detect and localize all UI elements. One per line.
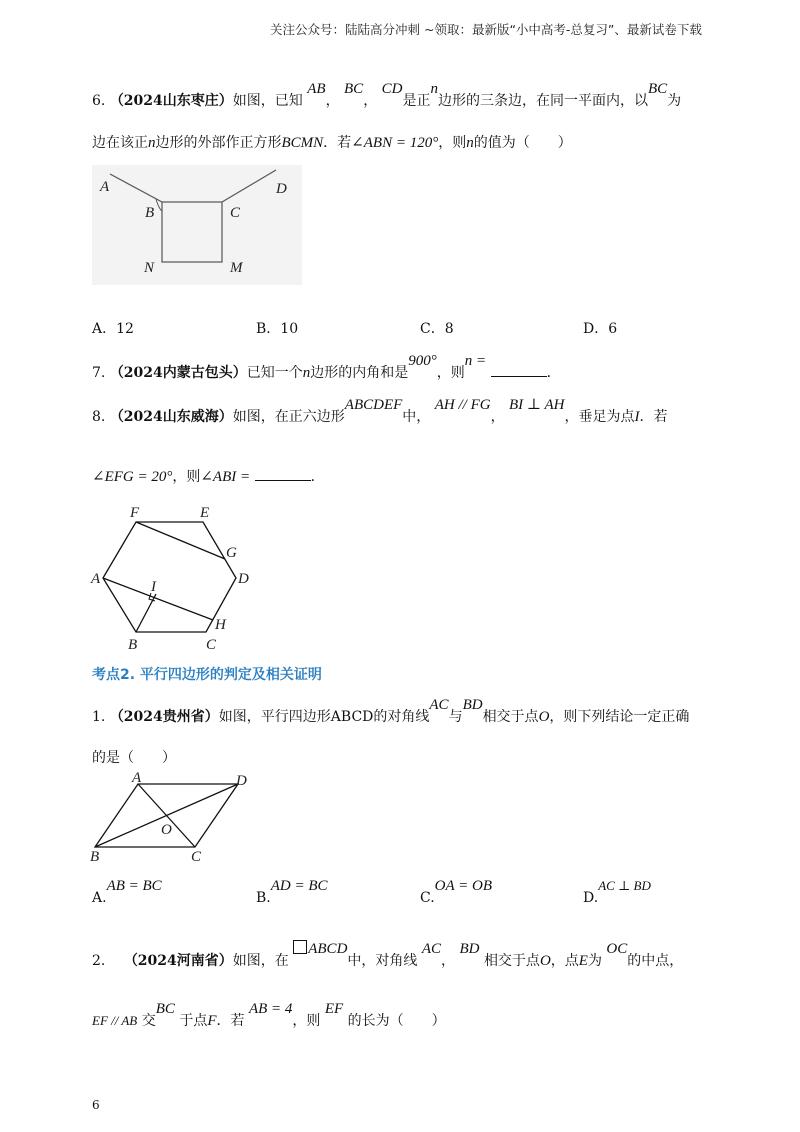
p2-math-ab4: AB = 4 — [248, 1001, 293, 1017]
q8-answer-blank[interactable] — [255, 466, 311, 481]
p1-label-o: O — [161, 822, 172, 838]
p1-choice-math: AD = BC — [270, 878, 328, 894]
q6-text: 边形的三条边，在同一平面内，以 — [437, 93, 648, 109]
q6-line1 — [92, 81, 682, 110]
q8-label-f: F — [130, 505, 140, 521]
p1-label-d: D — [236, 773, 247, 789]
p2-text: 中，对角线 — [347, 953, 418, 969]
section-heading: 考点2. 平行四边形的判定及相关证明 — [92, 667, 322, 683]
parallelogram-icon — [293, 940, 307, 954]
q8-math-i: I — [634, 409, 640, 425]
q6-choice-b[interactable]: B．10 — [256, 321, 299, 337]
page-header: 关注公众号：陆陆高分冲刺 ~领取：最新版“小中高考-总复习”、最新试卷下载 — [270, 22, 702, 37]
q8-label-c: C — [206, 637, 217, 652]
q6-line2 — [92, 134, 572, 152]
q6-label-b: B — [145, 205, 155, 221]
q6-text: ．若 — [323, 135, 352, 151]
page-number: 6 — [92, 1098, 100, 1112]
p2-source: （2024河南省） — [123, 953, 233, 969]
q8-text: ．若 — [639, 409, 668, 425]
p2-math-bc: BC — [155, 1001, 175, 1017]
q8-segment-bi — [136, 594, 156, 632]
p2-math-ef-parallel: EF // AB — [92, 1013, 138, 1028]
p1-choice-label: D. — [583, 890, 599, 906]
p1-text: 与 — [448, 709, 463, 725]
p2-line1 — [92, 941, 684, 970]
q6-choice-d[interactable]: D．6 — [583, 321, 618, 337]
p1-choice-label: A. — [92, 890, 107, 906]
q6-text: 是正 — [402, 93, 431, 109]
q6-text: ， — [325, 93, 340, 109]
p2-line2 — [92, 1001, 446, 1030]
q8-label-b: B — [128, 637, 138, 652]
q7-text: ，则 — [436, 365, 465, 381]
q8-line1 — [92, 397, 668, 426]
q6-source: （2024山东枣庄） — [109, 93, 233, 109]
q6-label-n: N — [144, 260, 155, 276]
q6-math-cd: CD — [381, 81, 403, 97]
q6-text: ，则 — [438, 135, 467, 151]
q7-text: 边形的内角和是 — [310, 365, 409, 381]
p1-line2: 的是（ ） — [92, 750, 176, 766]
q7-math-900: 900° — [408, 353, 437, 369]
q6-label-c: C — [230, 205, 241, 221]
p1-choice-d[interactable] — [583, 878, 651, 906]
q6-text: 边在该正 — [92, 135, 148, 151]
q8-segment-fg — [136, 522, 225, 559]
q8-figure — [88, 502, 258, 652]
p1-text: 相交于点 — [482, 709, 539, 725]
p1-choice-math: OA = OB — [434, 878, 493, 894]
p1-line1 — [92, 697, 690, 726]
p2-math-bd: BD — [459, 941, 480, 957]
q7-line — [92, 353, 561, 382]
q6-text: 边形的外部作正方形 — [155, 135, 282, 151]
q8-math-efg: ∠EFG = 20° — [92, 469, 173, 485]
p1-figure — [88, 772, 258, 864]
p2-text: 为 — [587, 953, 602, 969]
q8-math-parallel: AH // FG — [434, 397, 491, 413]
p2-text: ．若 — [216, 1013, 245, 1029]
q6-number: 6. — [92, 93, 106, 109]
q8-math-perp: BI ⊥ AH — [509, 397, 565, 413]
p2-math-f: F — [207, 1013, 217, 1029]
p2-text: 于点 — [179, 1013, 208, 1029]
p2-math-e: E — [578, 953, 588, 969]
q7-text: 已知一个 — [246, 365, 303, 381]
q8-label-e: E — [200, 505, 210, 521]
q6-math-bc: BC — [344, 81, 364, 97]
q7-number: 7. — [92, 365, 106, 381]
q6-math-angle: ∠ABN = 120° — [351, 135, 439, 151]
q6-text: 的值为（ ） — [473, 135, 572, 151]
q7-source: （2024内蒙古包头） — [109, 365, 247, 381]
q6-text: ， — [363, 93, 378, 109]
p2-math-oc: OC — [606, 941, 628, 957]
p1-label-a: A — [132, 772, 142, 786]
q6-label-m: M — [230, 260, 243, 276]
p1-label-c: C — [191, 849, 202, 864]
q6-text: 为 — [667, 93, 682, 109]
q6-math-n: n — [430, 81, 438, 97]
q6-math-square: BCMN — [281, 135, 324, 151]
p2-parallelogram-symbol — [293, 941, 347, 957]
q8-math-hexagon: ABCDEF — [344, 397, 403, 413]
q8-text: 中， — [402, 409, 431, 425]
q8-math-abi: ∠ABI = — [200, 469, 251, 485]
p2-text: ， — [441, 953, 456, 969]
q7-answer-blank[interactable] — [491, 362, 547, 377]
p2-text: ，点 — [550, 953, 579, 969]
q8-label-i: I — [151, 579, 156, 595]
p2-text: ，则 — [292, 1013, 321, 1029]
p1-label-b: B — [90, 849, 100, 864]
p1-math-ac: AC — [429, 697, 449, 713]
q8-label-a: A — [91, 571, 101, 587]
q6-math-n: n — [148, 135, 156, 151]
p1-source: （2024贵州省） — [109, 709, 219, 725]
p2-math-o: O — [539, 953, 551, 969]
q8-text: ，垂足为点 — [564, 409, 635, 425]
p2-text: 如图，在 — [232, 953, 289, 969]
p1-choice-label: B. — [256, 890, 271, 906]
q7-math-n: n — [302, 365, 311, 381]
p2-number: 2. — [92, 953, 106, 969]
p2-math-ac: AC — [421, 941, 442, 957]
q8-number: 8. — [92, 409, 106, 425]
q6-math-n: n — [466, 135, 474, 151]
q7-text: ． — [546, 365, 561, 381]
q8-text: ， — [490, 409, 505, 425]
p2-math-ef: EF — [324, 1001, 344, 1017]
p1-choice-a[interactable] — [92, 878, 162, 907]
q6-text: 如图，已知 — [232, 93, 303, 109]
q6-math-bc: BC — [647, 81, 668, 97]
p1-text: 如图，平行四边形ABCD的对角线 — [218, 709, 430, 725]
q6-choice-a[interactable]: A．12 — [92, 321, 134, 337]
p1-choice-label: C. — [420, 890, 435, 906]
p2-math-abcd: ABCD — [308, 941, 348, 957]
p1-choice-math: AC ⊥ BD — [598, 878, 651, 893]
p2-text: 交 — [141, 1013, 156, 1029]
q8-text: ，则 — [172, 469, 201, 485]
p2-text: 的长为（ ） — [347, 1013, 446, 1029]
p1-choice-math: AB = BC — [106, 878, 162, 894]
q6-choice-c[interactable]: C．8 — [420, 321, 454, 337]
q8-line2 — [92, 466, 325, 486]
q8-source: （2024山东威海） — [109, 409, 233, 425]
q6-label-d: D — [276, 181, 287, 197]
q8-text: 如图，在正六边形 — [232, 409, 345, 425]
q8-label-h: H — [215, 617, 226, 633]
q8-label-d: D — [238, 571, 249, 587]
p1-text: ，则下列结论一定正确 — [549, 709, 690, 725]
p2-text: 的中点， — [627, 953, 684, 969]
q6-figure — [92, 165, 302, 285]
p2-text: 相交于点 — [483, 953, 540, 969]
p1-number: 1. — [92, 709, 106, 725]
p1-choice-c[interactable] — [420, 878, 493, 907]
q8-label-g: G — [226, 545, 237, 561]
q8-hexagon-abcdef — [103, 522, 236, 632]
p1-math-o: O — [538, 709, 550, 725]
p1-math-bd: BD — [462, 697, 483, 713]
p1-choice-b[interactable] — [256, 878, 328, 907]
q6-label-a: A — [100, 179, 110, 195]
q7-math-n-eq: n = — [464, 353, 487, 369]
q8-text: ． — [310, 469, 325, 485]
q6-math-ab: AB — [307, 81, 326, 97]
q8-segment-ah — [103, 578, 213, 620]
